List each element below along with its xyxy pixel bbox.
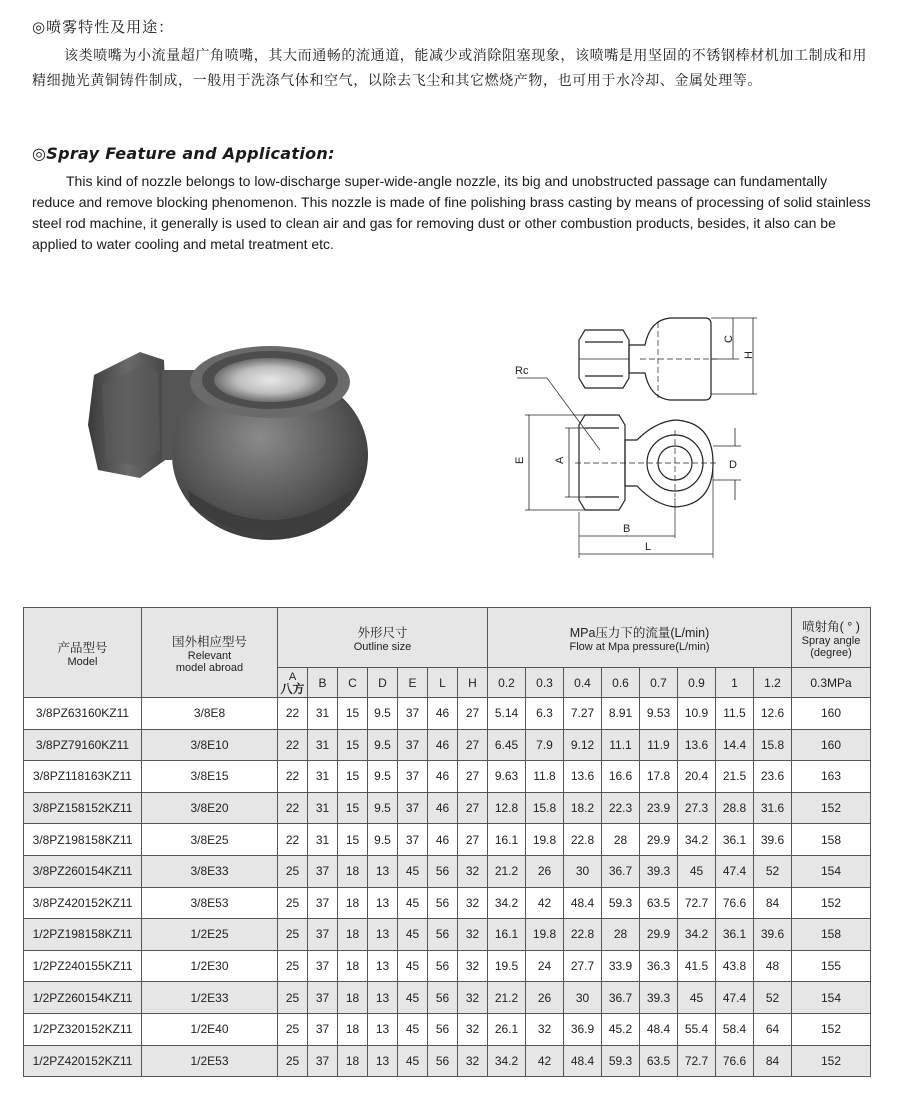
table-cell: 9.5: [368, 698, 398, 730]
table-cell: 72.7: [678, 1045, 716, 1077]
table-cell: 9.53: [640, 698, 678, 730]
table-cell: 19.8: [526, 824, 564, 856]
table-cell: 10.9: [678, 698, 716, 730]
header-dim: H: [458, 668, 488, 698]
cell-abroad-model: 3/8E25: [142, 824, 278, 856]
table-cell: 63.5: [640, 1045, 678, 1077]
table-cell: 58.4: [716, 1013, 754, 1045]
table-cell: 154: [792, 855, 871, 887]
cell-abroad-model: 3/8E53: [142, 887, 278, 919]
table-cell: 32: [526, 1013, 564, 1045]
table-cell: 32: [458, 1045, 488, 1077]
table-cell: 45: [398, 982, 428, 1014]
label-a: A: [554, 456, 566, 464]
table-cell: 37: [308, 950, 338, 982]
header-pressure: 0.7: [640, 668, 678, 698]
table-cell: 11.9: [640, 729, 678, 761]
table-cell: 46: [428, 824, 458, 856]
table-cell: 21.2: [488, 982, 526, 1014]
table-cell: 11.1: [602, 729, 640, 761]
table-row: [24, 698, 871, 730]
table-cell: 13: [368, 950, 398, 982]
cell-abroad-model: 1/2E33: [142, 982, 278, 1014]
table-cell: 25: [278, 1045, 308, 1077]
dimension-drawing: [495, 300, 795, 565]
header-dim: B: [308, 668, 338, 698]
table-cell: 12.8: [488, 792, 526, 824]
table-cell: 18: [338, 950, 368, 982]
header-outline: [278, 608, 488, 668]
table-cell: 18: [338, 887, 368, 919]
table-cell: 22: [278, 729, 308, 761]
table-cell: 31: [308, 792, 338, 824]
table-cell: 18: [338, 1045, 368, 1077]
table-row: [24, 1013, 871, 1045]
table-cell: 13: [368, 887, 398, 919]
header-outline-cn: 外形尺寸: [357, 625, 408, 640]
table-cell: 56: [428, 919, 458, 951]
english-description-text: This kind of nozzle belongs to low-discharge super-wide-angle nozzle, its big and unobstructed passage can fundamentally reduce and remove blocking phenomenon. This nozzle is made of fine polishing brass casting by means of processing of solid stainless steel rod machine, it generally is used to clean air and gas for removing dust or other combustion products, besides, it also can be applied to water cooling and metal treatment etc.: [32, 173, 871, 252]
table-cell: 22.8: [564, 919, 602, 951]
table-cell: 9.5: [368, 729, 398, 761]
header-dim: L: [428, 668, 458, 698]
table-cell: 45: [398, 887, 428, 919]
table-cell: 72.7: [678, 887, 716, 919]
table-cell: 32: [458, 887, 488, 919]
table-cell: 28.8: [716, 792, 754, 824]
header-outline-en: Outline size: [353, 640, 412, 653]
header-abroad-en-1: Relevant: [187, 649, 232, 662]
header-abroad: [142, 608, 278, 698]
table-cell: 52: [754, 982, 792, 1014]
table-cell: 13.6: [678, 729, 716, 761]
table-cell: 18: [338, 1013, 368, 1045]
table-cell: 26: [526, 982, 564, 1014]
table-cell: 37: [308, 855, 338, 887]
table-cell: 32: [458, 982, 488, 1014]
table-cell: 27: [458, 729, 488, 761]
cell-model: 3/8PZ79160KZ11: [24, 729, 142, 761]
table-cell: 17.8: [640, 761, 678, 793]
table-cell: 5.14: [488, 698, 526, 730]
table-cell: 27: [458, 824, 488, 856]
header-dim: E: [398, 668, 428, 698]
table-cell: 36.1: [716, 919, 754, 951]
label-rc: Rc: [515, 365, 529, 377]
table-cell: 25: [278, 950, 308, 982]
table-cell: 37: [398, 824, 428, 856]
table-cell: 56: [428, 887, 458, 919]
table-cell: 45: [398, 919, 428, 951]
table-cell: 45.2: [602, 1013, 640, 1045]
table-cell: 22: [278, 792, 308, 824]
table-cell: 154: [792, 982, 871, 1014]
table-cell: 30: [564, 855, 602, 887]
header-pressure: 1: [716, 668, 754, 698]
side-view: [579, 318, 757, 400]
table-row: [24, 824, 871, 856]
header-abroad-cn: 国外相应型号: [171, 634, 247, 649]
table-cell: 36.3: [640, 950, 678, 982]
table-cell: 152: [792, 887, 871, 919]
table-cell: 26: [526, 855, 564, 887]
table-cell: 32: [458, 919, 488, 951]
cell-model: 1/2PZ420152KZ11: [24, 1045, 142, 1077]
table-cell: 31.6: [754, 792, 792, 824]
table-cell: 36.7: [602, 982, 640, 1014]
table-cell: 18: [338, 855, 368, 887]
cell-model: 3/8PZ260154KZ11: [24, 855, 142, 887]
nozzle-photo: [80, 330, 380, 555]
table-row: [24, 1045, 871, 1077]
table-row: [24, 792, 871, 824]
table-cell: 42: [526, 887, 564, 919]
table-cell: 34.2: [488, 1045, 526, 1077]
table-cell: 158: [792, 824, 871, 856]
table-cell: 8.91: [602, 698, 640, 730]
table-cell: 155: [792, 950, 871, 982]
table-cell: 22: [278, 761, 308, 793]
table-cell: 37: [308, 982, 338, 1014]
table-cell: 163: [792, 761, 871, 793]
table-cell: 33.9: [602, 950, 640, 982]
table-cell: 34.2: [678, 919, 716, 951]
table-cell: 37: [308, 919, 338, 951]
table-cell: 37: [308, 1013, 338, 1045]
table-cell: 37: [308, 1045, 338, 1077]
table-cell: 25: [278, 887, 308, 919]
cell-abroad-model: 3/8E8: [142, 698, 278, 730]
table-cell: 37: [398, 792, 428, 824]
table-cell: 31: [308, 698, 338, 730]
header-pressure: 0.9: [678, 668, 716, 698]
chinese-description-text: 该类喷嘴为小流量超广角喷嘴，其大而通畅的流通道，能减少或消除阻塞现象，该喷嘴是用坚固的不锈钢棒材机加工制成和用精细抛光黄铜铸件制成，一般用于洗涤气体和空气，以除去飞尘和其它燃烧产物，也可用于水冷却、金属处理等。: [32, 48, 867, 89]
table-cell: 13: [368, 1013, 398, 1045]
table-cell: 39.6: [754, 919, 792, 951]
table-row: [24, 982, 871, 1014]
table-cell: 48.4: [640, 1013, 678, 1045]
table-cell: 24: [526, 950, 564, 982]
table-cell: 21.2: [488, 855, 526, 887]
table-cell: 15.8: [526, 792, 564, 824]
table-cell: 9.5: [368, 792, 398, 824]
table-cell: 12.6: [754, 698, 792, 730]
table-cell: 15: [338, 698, 368, 730]
table-cell: 45: [398, 1045, 428, 1077]
spec-table-body: [24, 698, 871, 1077]
cell-model: 3/8PZ63160KZ11: [24, 698, 142, 730]
header-abroad-en-2: model abroad: [175, 661, 244, 674]
header-dim-a: [278, 668, 308, 698]
table-cell: 31: [308, 729, 338, 761]
table-cell: 31: [308, 824, 338, 856]
table-cell: 36.1: [716, 824, 754, 856]
header-flow: [488, 608, 792, 668]
table-cell: 25: [278, 855, 308, 887]
table-cell: 9.63: [488, 761, 526, 793]
header-angle-pressure: 0.3MPa: [792, 668, 871, 698]
table-cell: 84: [754, 887, 792, 919]
table-cell: 37: [398, 729, 428, 761]
table-cell: 52: [754, 855, 792, 887]
table-cell: 29.9: [640, 824, 678, 856]
table-cell: 23.9: [640, 792, 678, 824]
table-cell: 45: [398, 1013, 428, 1045]
table-cell: 18.2: [564, 792, 602, 824]
table-cell: 56: [428, 855, 458, 887]
cell-abroad-model: 1/2E40: [142, 1013, 278, 1045]
chinese-heading: ◎喷雾特性及用途：: [32, 18, 175, 36]
table-cell: 41.5: [678, 950, 716, 982]
cell-abroad-model: 3/8E15: [142, 761, 278, 793]
table-cell: 22.3: [602, 792, 640, 824]
cell-abroad-model: 1/2E30: [142, 950, 278, 982]
table-cell: 48.4: [564, 887, 602, 919]
table-cell: 7.9: [526, 729, 564, 761]
table-cell: 22: [278, 824, 308, 856]
table-cell: 11.8: [526, 761, 564, 793]
cell-model: 1/2PZ240155KZ11: [24, 950, 142, 982]
table-cell: 28: [602, 824, 640, 856]
table-cell: 76.6: [716, 1045, 754, 1077]
table-cell: 32: [458, 950, 488, 982]
table-cell: 13: [368, 1045, 398, 1077]
table-cell: 26.1: [488, 1013, 526, 1045]
table-cell: 27: [458, 792, 488, 824]
table-cell: 20.4: [678, 761, 716, 793]
header-dim-a-bottom: 八方: [280, 681, 305, 696]
header-dim-a-top: A: [288, 670, 297, 683]
header-angle-en-1: Spray angle: [801, 634, 861, 647]
table-cell: 16.6: [602, 761, 640, 793]
header-dim: D: [368, 668, 398, 698]
table-cell: 21.5: [716, 761, 754, 793]
table-row: [24, 729, 871, 761]
table-cell: 9.5: [368, 824, 398, 856]
table-cell: 39.3: [640, 855, 678, 887]
cell-abroad-model: 1/2E53: [142, 1045, 278, 1077]
table-cell: 16.1: [488, 919, 526, 951]
table-cell: 47.4: [716, 982, 754, 1014]
label-c: C: [723, 335, 735, 343]
table-cell: 22.8: [564, 824, 602, 856]
header-model-cn: 产品型号: [57, 640, 108, 655]
table-cell: 25: [278, 982, 308, 1014]
header-pressure: 0.6: [602, 668, 640, 698]
table-cell: 37: [308, 887, 338, 919]
header-pressure: 0.2: [488, 668, 526, 698]
table-cell: 15: [338, 729, 368, 761]
table-row: [24, 761, 871, 793]
table-cell: 48: [754, 950, 792, 982]
cell-abroad-model: 3/8E10: [142, 729, 278, 761]
label-b: B: [623, 523, 631, 535]
table-cell: 45: [398, 855, 428, 887]
cell-model: 3/8PZ118163KZ11: [24, 761, 142, 793]
table-cell: 15: [338, 761, 368, 793]
table-cell: 25: [278, 1013, 308, 1045]
table-cell: 16.1: [488, 824, 526, 856]
cell-model: 1/2PZ320152KZ11: [24, 1013, 142, 1045]
table-cell: 46: [428, 792, 458, 824]
table-cell: 56: [428, 1045, 458, 1077]
table-cell: 32: [458, 1013, 488, 1045]
english-description: [32, 171, 872, 255]
table-cell: 160: [792, 698, 871, 730]
table-cell: 59.3: [602, 1045, 640, 1077]
table-cell: 23.6: [754, 761, 792, 793]
table-cell: 158: [792, 919, 871, 951]
label-e: E: [514, 456, 526, 464]
table-cell: 45: [398, 950, 428, 982]
table-cell: 55.4: [678, 1013, 716, 1045]
table-cell: 46: [428, 761, 458, 793]
label-l: L: [645, 541, 652, 553]
table-cell: 15.8: [754, 729, 792, 761]
table-cell: 47.4: [716, 855, 754, 887]
table-cell: 63.5: [640, 887, 678, 919]
table-cell: 46: [428, 729, 458, 761]
header-angle: [792, 608, 871, 668]
table-cell: 45: [678, 855, 716, 887]
table-cell: 30: [564, 982, 602, 1014]
header-pressure: 1.2: [754, 668, 792, 698]
table-cell: 34.2: [678, 824, 716, 856]
table-cell: 9.12: [564, 729, 602, 761]
header-angle-cn: 喷射角( ° ): [802, 619, 860, 634]
cell-abroad-model: 3/8E33: [142, 855, 278, 887]
header-pressure: 0.4: [564, 668, 602, 698]
label-h: H: [743, 351, 755, 359]
table-cell: 56: [428, 950, 458, 982]
spec-table: [23, 607, 871, 1077]
table-cell: 27.3: [678, 792, 716, 824]
table-cell: 7.27: [564, 698, 602, 730]
cell-abroad-model: 3/8E20: [142, 792, 278, 824]
table-cell: 56: [428, 1013, 458, 1045]
table-cell: 45: [678, 982, 716, 1014]
table-cell: 39.6: [754, 824, 792, 856]
table-cell: 64: [754, 1013, 792, 1045]
table-cell: 29.9: [640, 919, 678, 951]
table-cell: 27: [458, 761, 488, 793]
table-cell: 37: [398, 761, 428, 793]
table-cell: 6.3: [526, 698, 564, 730]
table-cell: 22: [278, 698, 308, 730]
table-cell: 14.4: [716, 729, 754, 761]
table-row: [24, 950, 871, 982]
table-cell: 18: [338, 982, 368, 1014]
table-cell: 15: [338, 792, 368, 824]
table-cell: 27: [458, 698, 488, 730]
table-cell: 34.2: [488, 887, 526, 919]
english-heading: ◎Spray Feature and Application:: [32, 144, 335, 163]
table-cell: 152: [792, 1045, 871, 1077]
cell-abroad-model: 1/2E25: [142, 919, 278, 951]
header-flow-en: Flow at Mpa pressure(L/min): [569, 640, 710, 653]
table-row: [24, 855, 871, 887]
table-cell: 13: [368, 919, 398, 951]
table-cell: 46: [428, 698, 458, 730]
table-cell: 43.8: [716, 950, 754, 982]
table-cell: 36.9: [564, 1013, 602, 1045]
header-angle-en-2: (degree): [810, 646, 852, 659]
table-cell: 6.45: [488, 729, 526, 761]
table-cell: 19.5: [488, 950, 526, 982]
table-cell: 31: [308, 761, 338, 793]
table-cell: 15: [338, 824, 368, 856]
table-cell: 36.7: [602, 855, 640, 887]
header-model: [24, 608, 142, 698]
cell-model: 3/8PZ198158KZ11: [24, 824, 142, 856]
table-cell: 37: [398, 698, 428, 730]
cell-model: 3/8PZ158152KZ11: [24, 792, 142, 824]
table-cell: 59.3: [602, 887, 640, 919]
table-cell: 19.8: [526, 919, 564, 951]
table-cell: 84: [754, 1045, 792, 1077]
cell-model: 3/8PZ420152KZ11: [24, 887, 142, 919]
header-pressure: 0.3: [526, 668, 564, 698]
table-cell: 25: [278, 919, 308, 951]
table-cell: 48.4: [564, 1045, 602, 1077]
table-cell: 160: [792, 729, 871, 761]
table-cell: 27.7: [564, 950, 602, 982]
table-cell: 13: [368, 982, 398, 1014]
table-cell: 18: [338, 919, 368, 951]
table-cell: 28: [602, 919, 640, 951]
cell-model: 1/2PZ260154KZ11: [24, 982, 142, 1014]
table-cell: 9.5: [368, 761, 398, 793]
table-cell: 39.3: [640, 982, 678, 1014]
table-cell: 11.5: [716, 698, 754, 730]
table-cell: 42: [526, 1045, 564, 1077]
table-cell: 76.6: [716, 887, 754, 919]
table-cell: 152: [792, 1013, 871, 1045]
header-dim: C: [338, 668, 368, 698]
table-cell: 13.6: [564, 761, 602, 793]
label-d: D: [729, 459, 737, 471]
table-cell: 56: [428, 982, 458, 1014]
table-row: [24, 919, 871, 951]
cell-model: 1/2PZ198158KZ11: [24, 919, 142, 951]
chinese-description: [32, 44, 872, 94]
header-flow-cn: MPa压力下的流量(L/min): [569, 625, 710, 640]
table-cell: 152: [792, 792, 871, 824]
header-model-en: Model: [67, 655, 98, 668]
table-row: [24, 887, 871, 919]
table-cell: 32: [458, 855, 488, 887]
table-cell: 13: [368, 855, 398, 887]
